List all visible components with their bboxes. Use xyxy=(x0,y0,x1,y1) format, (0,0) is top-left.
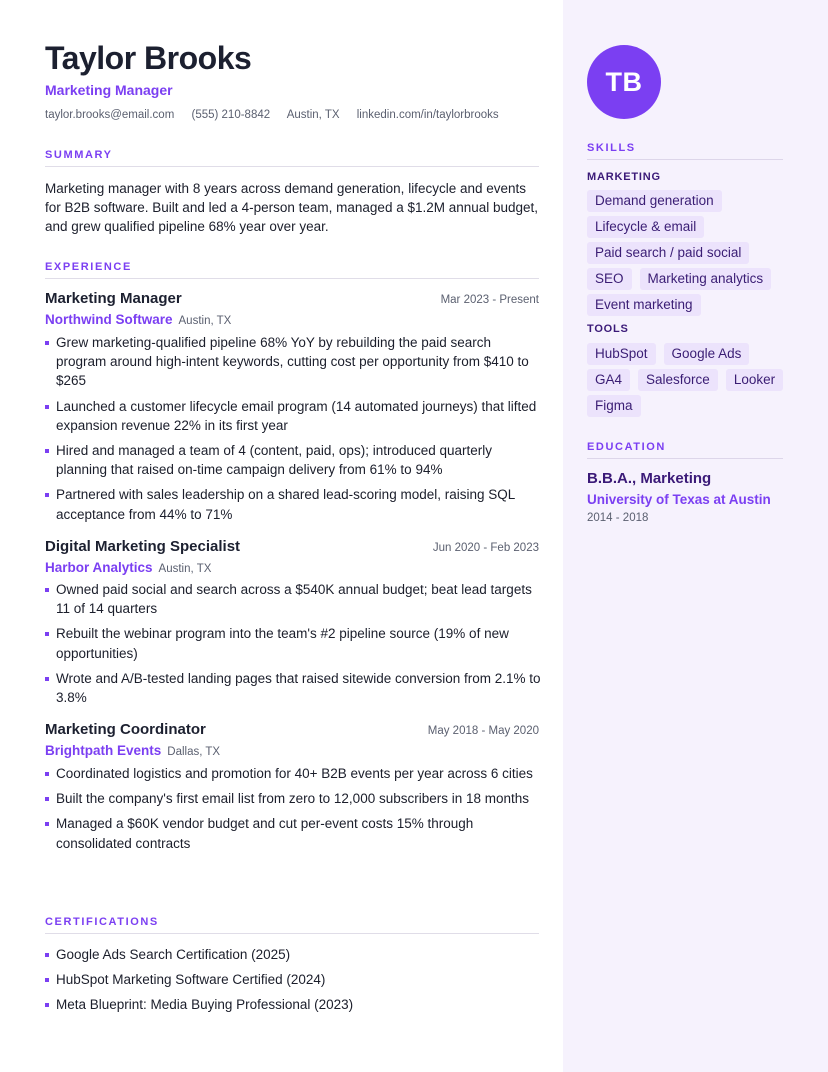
contact-email[interactable]: taylor.brooks@email.com xyxy=(45,109,175,121)
certification-list xyxy=(45,945,545,1021)
company-name: Northwind Software xyxy=(45,312,173,327)
candidate-role: Marketing Manager xyxy=(45,82,173,98)
avatar: TB xyxy=(587,45,661,119)
skill-chip: SEO xyxy=(587,268,632,290)
list-item: Partnered with sales leadership on a shared lead-scoring model, raising SQL acceptance from 44% to 71% xyxy=(45,485,545,523)
list-item: Launched a customer lifecycle email program (14 automated journeys) that lifted expansion revenue 22% in its first year xyxy=(45,397,545,435)
list-item: Managed a $60K vendor budget and cut per-event costs 15% through consolidated contracts xyxy=(45,814,545,852)
company-location: Dallas, TX xyxy=(167,746,221,758)
marketing-skills-heading: MARKETING xyxy=(587,171,661,183)
education-degree: B.B.A., Marketing xyxy=(587,470,712,487)
tool-chip: GA4 xyxy=(587,369,630,391)
tool-chip: Figma xyxy=(587,395,641,417)
skills-heading: SKILLS xyxy=(587,142,783,160)
education-school: University of Texas at Austin xyxy=(587,492,771,507)
list-item: Meta Blueprint: Media Buying Professional (2023) xyxy=(45,995,545,1014)
skill-chip: Event marketing xyxy=(587,294,701,316)
summary-text: Marketing manager with 8 years across demand generation, lifecycle and events for B2B software. Built and led a 4-person team, managed a $1.2M annual budget, and grew qualified pipeline 68% year over year. xyxy=(45,181,539,234)
summary-heading: SUMMARY xyxy=(45,149,539,167)
job-title: Marketing Coordinator xyxy=(45,721,206,738)
job-company xyxy=(45,743,220,758)
skill-chip: Paid search / paid social xyxy=(587,242,749,264)
list-item: Wrote and A/B-tested landing pages that raised sitewide conversion from 2.1% to 3.8% xyxy=(45,669,545,707)
job-bullets xyxy=(45,333,545,530)
company-name: Brightpath Events xyxy=(45,743,162,758)
job-dates: May 2018 - May 2020 xyxy=(427,725,539,737)
tools-heading: TOOLS xyxy=(587,323,629,335)
list-item: Google Ads Search Certification (2025) xyxy=(45,945,545,964)
tool-skills xyxy=(587,343,787,417)
education-years: 2014 - 2018 xyxy=(587,512,649,524)
tool-chip: HubSpot xyxy=(587,343,656,365)
company-location: Austin, TX xyxy=(158,563,212,575)
list-item: Owned paid social and search across a $540K annual budget; beat lead targets 11 of 14 quarters xyxy=(45,580,545,618)
job-company xyxy=(45,312,231,327)
tool-chip: Looker xyxy=(726,369,783,391)
marketing-skills xyxy=(587,190,787,316)
job-bullets xyxy=(45,580,545,713)
tool-chip: Google Ads xyxy=(664,343,750,365)
contact-line xyxy=(45,109,513,121)
list-item: Coordinated logistics and promotion for 40+ B2B events per year across 6 cities xyxy=(45,764,545,783)
list-item: Grew marketing-qualified pipeline 68% YoY by rebuilding the paid search program around high-intent keywords, cutting cost per opportunity from $410 to $265 xyxy=(45,333,545,391)
education-heading: EDUCATION xyxy=(587,441,783,459)
contact-location: Austin, TX xyxy=(286,109,340,121)
job-dates: Mar 2023 - Present xyxy=(440,294,539,306)
list-item: Built the company's first email list from zero to 12,000 subscribers in 18 months xyxy=(45,789,545,808)
company-name: Harbor Analytics xyxy=(45,560,153,575)
tool-chip: Salesforce xyxy=(638,369,718,391)
experience-heading: EXPERIENCE xyxy=(45,261,539,279)
job-dates: Jun 2020 - Feb 2023 xyxy=(432,542,539,554)
job-title: Digital Marketing Specialist xyxy=(45,538,241,555)
list-item: Rebuilt the webinar program into the team's #2 pipeline source (19% of new opportunities) xyxy=(45,624,545,662)
job-bullets xyxy=(45,764,545,859)
skill-chip: Lifecycle & email xyxy=(587,216,704,238)
job-company xyxy=(45,560,211,575)
contact-phone: (555) 210-8842 xyxy=(191,109,271,121)
skill-chip: Marketing analytics xyxy=(640,268,772,290)
skill-chip: Demand generation xyxy=(587,190,722,212)
sidebar xyxy=(563,0,828,1072)
candidate-name: Taylor Brooks xyxy=(45,40,252,76)
list-item: Hired and managed a team of 4 (content, paid, ops); introduced quarterly planning that raised on-time campaign delivery from 61% to 94% xyxy=(45,441,545,479)
company-location: Austin, TX xyxy=(178,315,232,327)
certifications-heading: CERTIFICATIONS xyxy=(45,916,539,934)
contact-linkedin[interactable]: linkedin.com/in/taylorbrooks xyxy=(356,109,499,121)
job-title: Marketing Manager xyxy=(45,290,182,307)
list-item: HubSpot Marketing Software Certified (2024) xyxy=(45,970,545,989)
